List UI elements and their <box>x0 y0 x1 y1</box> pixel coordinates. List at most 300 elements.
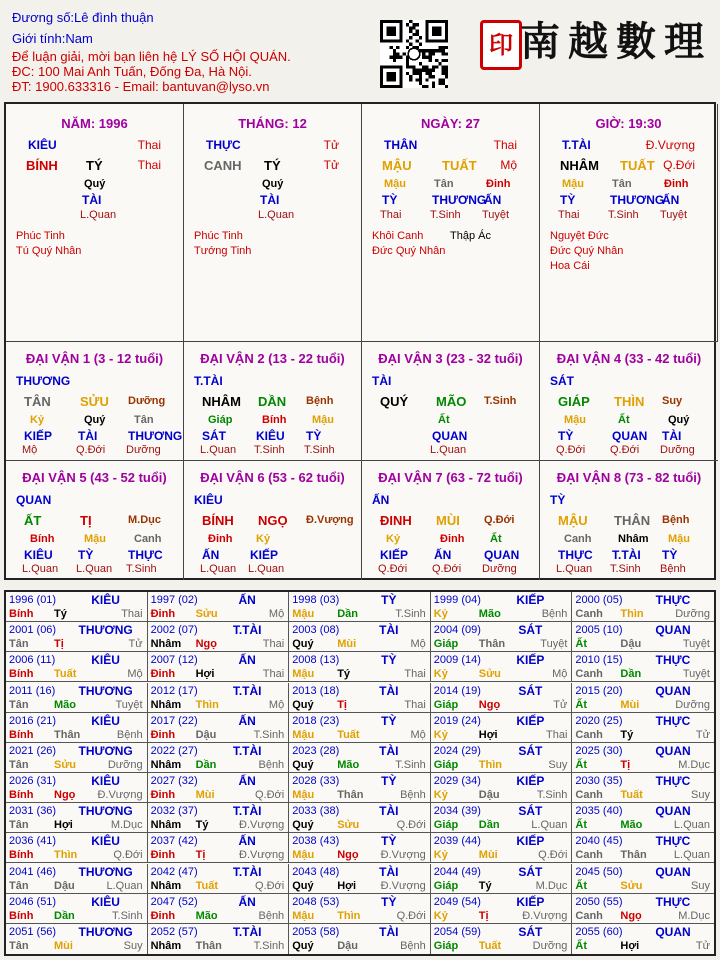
hidden-star: THƯƠNG <box>610 193 665 207</box>
year-cell[interactable] <box>148 833 290 863</box>
dai-van-phase: Suy <box>662 395 683 407</box>
dai-van-hidden-phase: Q.Đới <box>610 444 640 456</box>
year-cell[interactable] <box>148 652 290 682</box>
year-cell[interactable] <box>289 773 431 803</box>
year-chi: Dần <box>478 819 500 832</box>
year-label: 2015 (20) <box>575 684 623 697</box>
pillar-column <box>362 104 540 342</box>
year-label: 2000 (05) <box>575 594 623 606</box>
dai-van-hidden-phase: L.Quan <box>22 563 59 575</box>
gender-line <box>12 31 93 46</box>
year-phase: L.Quan <box>106 879 143 892</box>
pillar-chi-phase: Thai <box>137 158 161 172</box>
year-star: TÀI <box>379 683 399 698</box>
year-label: 2022 (27) <box>150 744 198 757</box>
year-cell[interactable] <box>289 683 431 713</box>
year-star: THỰC <box>655 653 691 668</box>
dai-van-hidden-star: T.TÀI <box>612 548 641 562</box>
year-phase: Đ.Vượng <box>522 909 568 922</box>
year-cell[interactable] <box>289 894 431 924</box>
hidden-can: Mậu <box>384 178 406 190</box>
year-label: 2037 (42) <box>150 835 198 848</box>
year-star: KIÊU <box>91 653 120 668</box>
year-chi: Dậu <box>337 939 358 952</box>
year-label: 2019 (24) <box>433 714 481 727</box>
year-phase: L.Quan <box>673 819 710 832</box>
year-cell[interactable] <box>572 592 714 622</box>
dai-van-chi: SỬU <box>80 394 109 409</box>
year-can: Tân <box>9 819 29 832</box>
year-phase: Bệnh <box>258 909 285 922</box>
pillar-chi: TUẤT <box>442 158 477 173</box>
dai-van-star: QUAN <box>16 493 52 507</box>
year-chi: Tý <box>478 879 492 892</box>
year-cell[interactable] <box>572 713 714 743</box>
year-label: 1998 (03) <box>292 594 340 606</box>
hidden-can: Mậu <box>562 178 584 190</box>
year-cell[interactable] <box>6 864 148 894</box>
year-cell[interactable] <box>6 894 148 924</box>
year-phase: Đ.Vượng <box>380 879 426 892</box>
year-label: 2027 (32) <box>150 775 198 787</box>
year-cell[interactable] <box>431 652 573 682</box>
year-label: 2003 (08) <box>292 624 340 637</box>
year-label: 2030 (35) <box>575 775 623 787</box>
year-chi: Dậu <box>620 638 642 651</box>
year-phase: Dưỡng <box>532 939 568 952</box>
year-cell[interactable] <box>431 803 573 833</box>
year-can: Bính <box>9 608 34 620</box>
dai-van-can: ẤT <box>24 513 42 528</box>
year-cell[interactable] <box>431 713 573 743</box>
year-cell[interactable] <box>431 894 573 924</box>
dai-van-hidden-phase: L.Quan <box>200 444 237 456</box>
dai-van-hidden-phase: L.Quan <box>556 563 593 575</box>
year-cell[interactable] <box>6 924 148 954</box>
year-star: QUAN <box>655 924 691 939</box>
year-star: TỲ <box>381 593 397 607</box>
year-star: THƯƠNG <box>78 683 133 698</box>
dai-van-hidden-can: Kỷ <box>30 414 45 426</box>
year-star: ẤN <box>238 713 256 728</box>
dai-van-hidden-phase: Q.Đới <box>556 444 586 456</box>
logo: 南越數理 <box>520 18 712 65</box>
dai-van-cell <box>362 342 540 461</box>
year-can: Canh <box>575 849 603 862</box>
dai-van-hidden-star: THỰC <box>558 548 593 562</box>
year-can: Mậu <box>292 789 315 801</box>
year-label: 2050 (55) <box>575 895 623 908</box>
qr-code-icon[interactable] <box>380 20 448 88</box>
year-star: T.TÀI <box>232 623 262 638</box>
year-phase: Mộ <box>552 668 568 681</box>
inauspicious-star: Thập Ác <box>450 230 491 242</box>
year-cell[interactable] <box>572 743 714 773</box>
year-can: Canh <box>575 909 603 922</box>
dai-van-hidden-star: TÀI <box>662 429 682 443</box>
year-chi: Dần <box>54 909 75 922</box>
year-cell[interactable] <box>148 864 290 894</box>
year-cell[interactable] <box>289 864 431 894</box>
year-phase: Suy <box>123 939 143 952</box>
year-chi: Dậu <box>195 728 217 741</box>
hidden-can: Quý <box>84 178 106 190</box>
year-cell[interactable] <box>6 592 148 622</box>
hidden-phase: Thai <box>380 209 402 221</box>
yearly-luck-table <box>4 590 716 956</box>
hidden-phase: T.Sinh <box>430 209 461 221</box>
owner-line <box>12 10 154 25</box>
hidden-phase: Tuyệt <box>660 209 688 221</box>
year-phase: Q.Đới <box>396 819 426 832</box>
year-chi: Hợi <box>620 939 640 952</box>
year-phase: T.Sinh <box>253 728 285 741</box>
year-cell[interactable] <box>289 833 431 863</box>
year-label: 2041 (46) <box>9 865 57 878</box>
year-cell[interactable] <box>289 924 431 954</box>
year-cell[interactable] <box>572 652 714 682</box>
year-label: 2017 (22) <box>150 714 198 727</box>
dai-van-hidden-can: Bính <box>262 414 287 426</box>
year-cell[interactable] <box>6 713 148 743</box>
year-cell[interactable] <box>289 743 431 773</box>
year-cell[interactable] <box>6 773 148 803</box>
dai-van-title: ĐẠI VẬN 6 (53 - 62 tuổi) <box>200 470 345 485</box>
year-star: T.TÀI <box>232 683 262 698</box>
address-line: ĐC: 100 Mai Anh Tuấn, Đống Đa, Hà Nội. <box>12 64 252 79</box>
year-cell[interactable] <box>289 592 431 622</box>
year-label: 2053 (58) <box>292 925 340 938</box>
year-cell[interactable] <box>148 622 290 652</box>
year-chi: Mùi <box>620 698 640 711</box>
year-cell[interactable] <box>431 622 573 652</box>
year-cell[interactable] <box>148 713 290 743</box>
year-chi: Thìn <box>195 698 219 711</box>
year-phase: Đ.Vượng <box>239 819 285 832</box>
year-cell[interactable] <box>148 683 290 713</box>
dai-van-hidden-can: Mậu <box>312 414 334 426</box>
year-cell[interactable] <box>431 592 573 622</box>
dai-van-hidden-can: Giáp <box>208 414 233 426</box>
year-chi: Mão <box>337 758 360 771</box>
dai-van-hidden-star: KIẾP <box>250 548 279 562</box>
dai-van-title: ĐẠI VẬN 1 (3 - 12 tuổi) <box>25 351 164 366</box>
phone-email-text: ĐT: 1900.633316 - Email: bantuvan@lyso.vn <box>12 79 270 94</box>
year-can: Kỷ <box>433 789 448 801</box>
year-can: Canh <box>575 608 603 620</box>
year-label: 2034 (39) <box>433 805 481 818</box>
year-cell[interactable] <box>431 773 573 803</box>
year-phase: Thai <box>545 728 568 741</box>
year-can: Tân <box>9 758 29 771</box>
dai-van-hidden-phase: Bệnh <box>660 563 686 575</box>
hidden-star: ẤN <box>662 193 680 207</box>
year-chi: Sửu <box>195 608 218 620</box>
year-label: 2002 (07) <box>150 624 198 637</box>
year-cell[interactable] <box>148 743 290 773</box>
year-cell[interactable] <box>6 803 148 833</box>
year-chi: Tuất <box>195 879 218 892</box>
year-cell[interactable] <box>289 803 431 833</box>
pillar-title: NGÀY: 27 <box>421 116 480 131</box>
year-star: SÁT <box>518 743 543 758</box>
pillar-can-star: THỰC <box>206 138 241 152</box>
year-star: TÀI <box>379 743 399 758</box>
year-phase: Mộ <box>410 638 426 651</box>
pillar-can: NHÂM <box>560 158 599 173</box>
year-cell[interactable] <box>6 652 148 682</box>
year-label: 2032 (37) <box>150 805 198 818</box>
year-star: T.TÀI <box>232 743 262 758</box>
year-cell[interactable] <box>148 773 290 803</box>
dai-van-hidden-star: TỲ <box>306 429 322 443</box>
year-cell[interactable] <box>148 924 290 954</box>
year-label: 2036 (41) <box>9 835 57 848</box>
year-phase: Tử <box>553 698 568 711</box>
hidden-star: THƯƠNG <box>432 193 487 207</box>
dai-van-cell <box>540 342 718 461</box>
year-cell[interactable] <box>148 592 290 622</box>
dai-van-cell <box>6 461 184 580</box>
year-cell[interactable] <box>572 833 714 863</box>
auspicious-star: Đức Quý Nhân <box>372 245 446 257</box>
year-chi: Dậu <box>54 879 75 892</box>
year-chi: Dần <box>337 608 358 620</box>
year-star: THƯƠNG <box>78 864 133 879</box>
auspicious-star: Hoa Cái <box>550 260 590 272</box>
year-star: T.TÀI <box>232 864 262 879</box>
year-chi: Tý <box>337 668 351 681</box>
year-can: Quý <box>292 879 314 892</box>
dai-van-hidden-can: Đinh <box>208 533 233 545</box>
dai-van-hidden-can: Ất <box>438 414 450 426</box>
dai-van-hidden-phase: T.Sinh <box>304 444 335 456</box>
year-can: Đinh <box>150 909 176 922</box>
year-cell[interactable] <box>148 894 290 924</box>
year-chi: Dần <box>195 758 217 771</box>
dai-van-chi: MÃO <box>436 394 467 409</box>
year-cell[interactable] <box>431 743 573 773</box>
year-phase: Đ.Vượng <box>97 789 143 801</box>
year-phase: L.Quan <box>531 819 568 832</box>
year-phase: M.Dục <box>535 879 568 892</box>
header <box>0 0 720 100</box>
year-can: Tân <box>9 698 29 711</box>
year-cell[interactable] <box>572 622 714 652</box>
year-phase: Tử <box>695 939 710 952</box>
dai-van-chi: MÙI <box>436 513 460 528</box>
year-chi: Tị <box>195 849 206 862</box>
year-cell[interactable] <box>431 924 573 954</box>
year-star: TỲ <box>381 774 397 788</box>
year-can: Giáp <box>433 879 459 892</box>
year-can: Ất <box>575 638 587 651</box>
year-phase: Đ.Vượng <box>239 849 285 862</box>
year-star: TỲ <box>381 834 397 849</box>
year-star: ẤN <box>238 593 256 607</box>
dai-van-phase: M.Dục <box>128 514 161 526</box>
year-can: Canh <box>575 668 603 681</box>
year-cell[interactable] <box>572 683 714 713</box>
year-cell[interactable] <box>572 773 714 803</box>
year-phase: Dưỡng <box>675 698 710 711</box>
dai-van-hidden-phase: T.Sinh <box>610 563 641 575</box>
year-can: Kỷ <box>433 608 448 620</box>
phone-email-line[interactable] <box>12 79 269 94</box>
year-can: Mậu <box>292 909 315 922</box>
year-cell[interactable] <box>6 833 148 863</box>
pillar-can-star: THÂN <box>384 138 418 152</box>
auspicious-star: Tướng Tinh <box>194 245 252 257</box>
dai-van-hidden-star: ẤN <box>434 548 452 562</box>
year-cell[interactable] <box>572 894 714 924</box>
year-star: ẤN <box>238 894 256 909</box>
year-star: KIẾP <box>516 834 545 849</box>
year-can: Nhâm <box>150 879 182 892</box>
year-phase: Mộ <box>410 728 426 741</box>
year-chi: Tý <box>54 608 67 620</box>
dai-van-hidden-star: QUAN <box>432 429 468 443</box>
dai-van-hidden-phase: L.Quan <box>76 563 113 575</box>
year-chi: Tuất <box>478 939 502 952</box>
dai-van-title: ĐẠI VẬN 7 (63 - 72 tuổi) <box>378 470 523 485</box>
year-can: Ất <box>575 758 587 771</box>
dai-van-can: MẬU <box>558 513 588 528</box>
year-phase: Tuyệt <box>115 698 143 711</box>
year-chi: Tý <box>195 819 209 832</box>
year-cell[interactable] <box>289 713 431 743</box>
year-label: 2013 (18) <box>292 684 340 697</box>
year-star: THƯƠNG <box>78 924 133 939</box>
year-chi: Mùi <box>337 638 357 651</box>
year-star: QUAN <box>655 683 691 698</box>
year-cell[interactable] <box>431 683 573 713</box>
year-star: TÀI <box>379 864 399 879</box>
year-can: Ất <box>575 939 587 952</box>
year-can: Đinh <box>150 728 176 741</box>
year-chi: Tị <box>54 638 64 651</box>
year-can: Quý <box>292 758 314 771</box>
year-cell[interactable] <box>289 652 431 682</box>
year-cell[interactable] <box>6 743 148 773</box>
year-chi: Sửu <box>54 758 77 771</box>
year-cell[interactable] <box>572 864 714 894</box>
dai-van-cell <box>362 461 540 580</box>
year-cell[interactable] <box>6 683 148 713</box>
year-cell[interactable] <box>148 803 290 833</box>
year-label: 2023 (28) <box>292 744 340 757</box>
auspicious-star: Đức Quý Nhân <box>550 245 624 257</box>
year-can: Canh <box>575 789 603 801</box>
year-can: Kỷ <box>433 668 448 681</box>
dai-van-hidden-phase: Dưỡng <box>126 444 161 456</box>
year-can: Mậu <box>292 608 315 620</box>
dai-van-chi: TỊ <box>80 513 92 528</box>
year-star: KIÊU <box>91 834 120 849</box>
auspicious-star: Khôi Canh <box>372 230 424 242</box>
year-star: QUAN <box>655 623 691 638</box>
year-label: 2033 (38) <box>292 805 340 818</box>
year-star: THƯƠNG <box>78 623 133 638</box>
year-phase: Suy <box>548 758 568 771</box>
year-chi: Dần <box>620 668 642 681</box>
hidden-phase: L.Quan <box>258 209 295 221</box>
year-can: Ất <box>575 698 587 711</box>
pillar-can-phase: Đ.Vượng <box>645 138 695 152</box>
year-can: Quý <box>292 819 314 832</box>
dai-van-hidden-can: Mậu <box>84 533 106 545</box>
year-can: Ất <box>575 819 587 832</box>
year-chi: Mùi <box>478 849 498 862</box>
year-chi: Sửu <box>337 819 360 832</box>
year-phase: Thai <box>404 668 426 681</box>
year-cell[interactable] <box>431 864 573 894</box>
year-can: Giáp <box>433 939 459 952</box>
year-label: 2020 (25) <box>575 714 623 727</box>
year-phase: Thai <box>121 608 143 620</box>
year-label: 2028 (33) <box>292 775 340 787</box>
hidden-star: TÀI <box>260 193 280 207</box>
year-label: 2038 (43) <box>292 835 340 848</box>
year-chi: Thìn <box>337 909 361 922</box>
year-can: Mậu <box>292 849 315 862</box>
dai-van-star: ẤN <box>372 493 390 507</box>
dai-van-hidden-star: TỲ <box>78 548 94 562</box>
year-phase: Q.Đới <box>254 789 285 801</box>
year-label: 2011 (16) <box>9 684 56 697</box>
dai-van-hidden-can: Canh <box>564 533 592 545</box>
year-phase: T.Sinh <box>536 789 568 801</box>
dai-van-hidden-star: KIÊU <box>256 429 285 443</box>
dai-van-can: QUÝ <box>380 394 409 409</box>
year-chi: Tý <box>620 728 634 741</box>
year-chi: Ngọ <box>478 698 501 711</box>
hidden-can: Quý <box>262 178 284 190</box>
year-cell[interactable] <box>6 622 148 652</box>
year-can: Nhâm <box>150 819 182 832</box>
year-can: Kỷ <box>433 849 448 862</box>
year-cell[interactable] <box>572 924 714 954</box>
year-phase: Mộ <box>127 668 143 681</box>
dai-van-phase: Đ.Vượng <box>306 514 354 526</box>
dai-van-hidden-phase: Q.Đới <box>76 444 106 456</box>
hidden-can: Đinh <box>486 178 511 190</box>
dai-van-hidden-phase: T.Sinh <box>126 563 157 575</box>
year-phase: Tuyệt <box>540 638 568 651</box>
year-star: SÁT <box>518 683 543 698</box>
year-label: 2035 (40) <box>575 805 623 818</box>
year-label: 2055 (60) <box>575 925 623 938</box>
year-star: KIÊU <box>91 713 120 728</box>
dai-van-phase: Q.Đới <box>484 514 515 526</box>
year-can: Bính <box>9 728 34 741</box>
year-can: Đinh <box>150 668 176 681</box>
year-label: 2039 (44) <box>433 835 481 848</box>
year-can: Giáp <box>433 638 459 651</box>
year-label: 2001 (06) <box>9 624 57 637</box>
dai-van-star: THƯƠNG <box>16 374 71 388</box>
dai-van-phase: Bệnh <box>662 514 690 526</box>
pillar-chi-phase: Q.Đới <box>663 158 695 172</box>
dai-van-hidden-can: Quý <box>84 414 106 426</box>
year-star: KIÊU <box>91 593 120 607</box>
year-cell[interactable] <box>289 622 431 652</box>
year-star: THỰC <box>655 713 691 728</box>
year-cell[interactable] <box>431 833 573 863</box>
year-star: TỲ <box>381 894 397 909</box>
year-chi: Thân <box>54 728 81 741</box>
year-cell[interactable] <box>572 803 714 833</box>
